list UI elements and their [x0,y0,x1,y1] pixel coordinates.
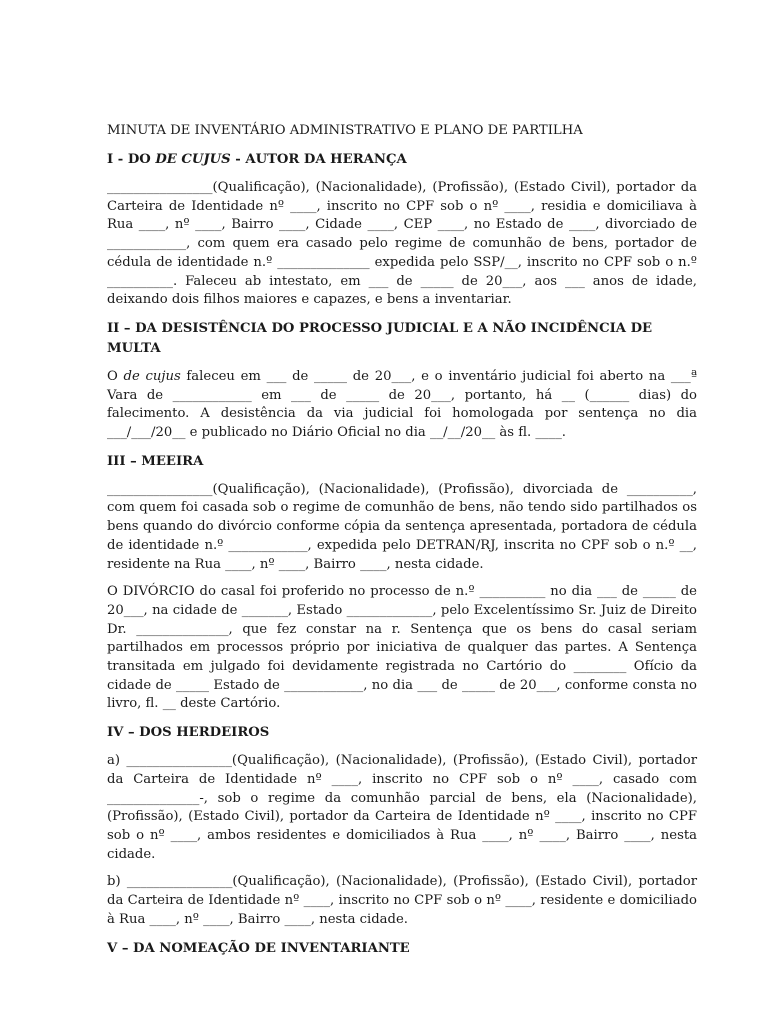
paragraph-latin-term: de cujus [123,368,181,384]
paragraph-divorcio: O DIVÓRCIO do casal foi proferido no processo de n.º __________ no dia ___ de _____ de 20___, na cidade de _______, Estado _____________, pelo Excelentíssimo Sr. Juiz de Direito Dr. ______________, que fez constar na r. Sentença que os bens do casal seriam partilhados em processos próprio por iniciativa de qualquer das partes. A Sentença transitada em julgado foi devidamente registrada no Cartório do ________ Ofício da cidade de _____ Estado de ____________, no dia ___ de _____ de 20___, conforme consta no livro, fl. __ deste Cartório. [107,584,697,712]
paragraph-desistencia [107,368,697,443]
section-heading-inventariante: V – DA NOMEAÇÃO DE INVENTARIANTE [107,940,410,956]
paragraph-de-cujus-qualification: ________________(Qualificação), (Nacionalidade), (Profissão), (Estado Civil), portador da Carteira de Identidade nº ____, inscrito no CPF sob o nº ____, residia e domiciliava à Rua ____, nº ____, Bairro ____, Cidade ____, CEP ____, no Estado de ____, divorciado de ____________, com quem era casado pelo regime de comunhão de bens, portador de cédula de identidade n.º ______________ expedida pelo SSP/__, inscrito no CPF sob o n.º __________. Faleceu ab intestato, em ___ de _____ de 20___, aos ___ anos de idade, deixando dois filhos maiores e capazes, e bens a inventariar. [107,180,697,308]
paragraph-body: faleceu em ___ de _____ de 20___, e o inventário judicial foi aberto na ___ª Vara de ____________ em ___ de _____ de 20___, portanto, há __ (______ dias) do falecimento. A desistência da via judicial foi homologada por sentença no dia ___/___/20__ e publicado no Diário Oficial no dia __/__/20__ às fl. ____. [107,368,697,441]
section-heading-desistencia: II – DA DESISTÊNCIA DO PROCESSO JUDICIAL E A NÃO INCIDÊNCIA DE MULTA [107,320,653,356]
paragraph-herdeiro-a: a) ________________(Qualificação), (Nacionalidade), (Profissão), (Estado Civil), portador da Carteira de Identidade nº ____, inscrito no CPF sob o nº ____, casado com ______________-, sob o regime da comunhão parcial de bens, ela (Nacionalidade), (Profissão), (Estado Civil), portador da Carteira de Identidade nº ____, inscrito no CPF sob o nº ____, ambos residentes e domiciliados à Rua ____, nº ____, Bairro ____, nesta cidade. [107,753,697,862]
section-heading-meeira: III – MEEIRA [107,453,204,469]
paragraph-meeira-qualification: ________________(Qualificação), (Nacionalidade), (Profissão), divorciada de __________, com quem foi casada sob o regime de comunhão de bens, não tendo sido partilhados os bens quando do divórcio conforme cópia da sentença apresentada, portadora de cédula de identidade n.º ____________, expedida pelo DETRAN/RJ, inscrita no CPF sob o n.º __, residente na Rua ____, nº ____, Bairro ____, nesta cidade. [107,481,697,572]
heading-suffix: - AUTOR DA HERANÇA [230,152,407,167]
paragraph-herdeiro-b: b) ________________(Qualificação), (Nacionalidade), (Profissão), (Estado Civil), portador da Carteira de Identidade nº ____, inscrito no CPF sob o nº ____, residente e domiciliado à Rua ____, nº ____, Bairro ____, nesta cidade. [107,874,697,927]
document-title: MINUTA DE INVENTÁRIO ADMINISTRATIVO E PLANO DE PARTILHA [107,123,583,138]
paragraph-prefix: O [107,368,124,384]
heading-latin-term: DE CUJUS [155,152,231,167]
section-heading-de-cujus [107,150,697,170]
heading-prefix: I - DO [107,152,156,167]
section-heading-herdeiros: IV – DOS HERDEIROS [107,725,270,741]
